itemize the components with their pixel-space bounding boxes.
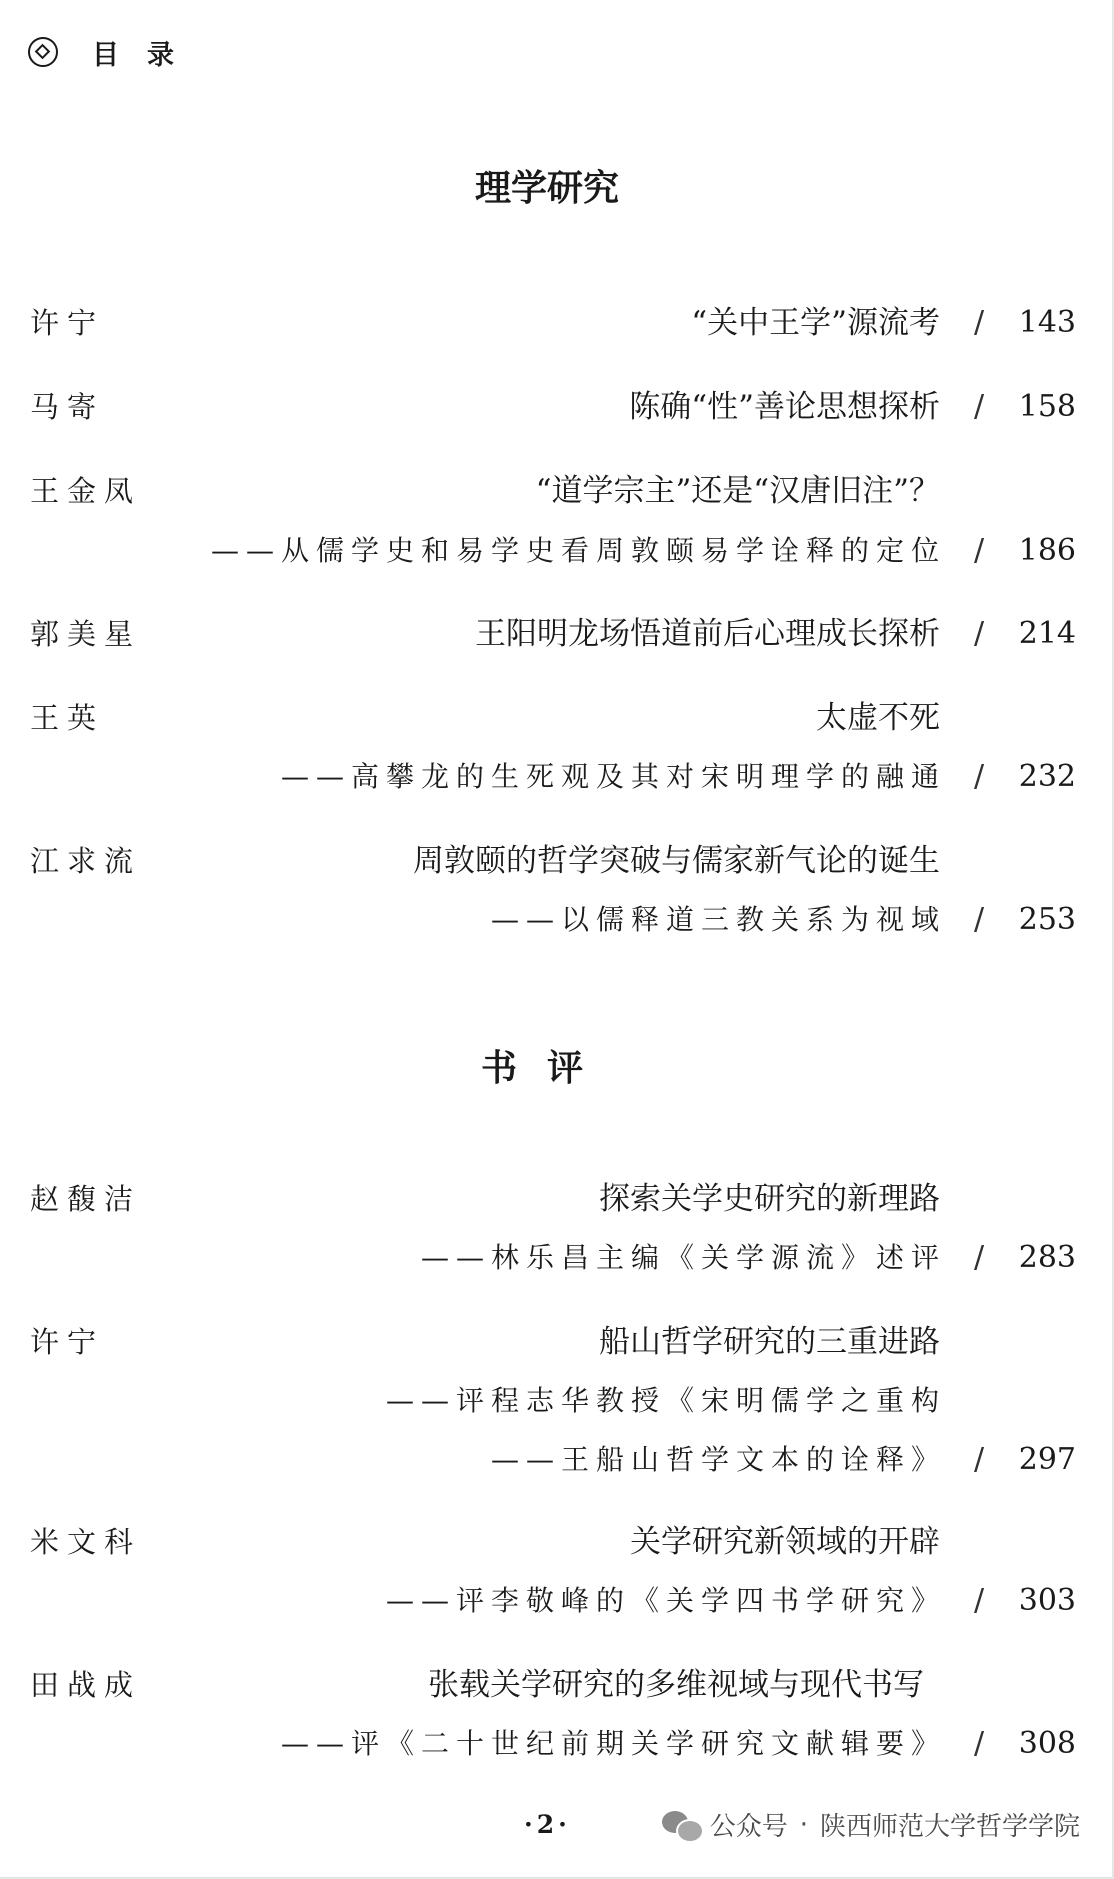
entry-title: “道学宗主”还是“汉唐旧注”？ bbox=[535, 473, 940, 509]
entry-separator: / bbox=[974, 1240, 985, 1275]
watermark-prefix: 公众号 bbox=[709, 1812, 788, 1842]
entry-author: 米文科 bbox=[30, 1525, 142, 1559]
wechat-icon bbox=[662, 1809, 700, 1841]
entry-page-number: 143 bbox=[1018, 305, 1076, 340]
entry-title: 王阳明龙场悟道前后心理成长探析 bbox=[475, 616, 940, 652]
entry-author: 王英 bbox=[30, 701, 105, 735]
entry-separator: / bbox=[974, 1583, 985, 1618]
watermark-name: 陕西师范大学哲学学院 bbox=[819, 1812, 1080, 1842]
entry-author: 马寄 bbox=[30, 390, 105, 424]
entry-page-number: 186 bbox=[1018, 533, 1076, 568]
entry-subtitle: ——高攀龙的生死观及其对宋明理学的融通 bbox=[280, 760, 946, 793]
entry-separator: / bbox=[974, 533, 985, 568]
diamond-in-circle-icon bbox=[28, 37, 58, 67]
entry-author: 郭美星 bbox=[30, 617, 142, 651]
entry-page-number: 308 bbox=[1018, 1726, 1076, 1761]
entry-separator: / bbox=[974, 616, 985, 651]
entry-title: 船山哲学研究的三重进路 bbox=[599, 1324, 940, 1360]
watermark bbox=[662, 1806, 1080, 1843]
watermark-dot: · bbox=[799, 1809, 808, 1840]
entry-title: 张载关学研究的多维视域与现代书写 bbox=[428, 1667, 924, 1703]
entry-title: 探索关学史研究的新理路 bbox=[599, 1181, 940, 1217]
entry-subtitle: ——评李敬峰的《关学四书学研究》 bbox=[385, 1584, 946, 1617]
entry-author: 王金凤 bbox=[30, 474, 142, 508]
entry-separator: / bbox=[974, 305, 985, 340]
entry-subtitle: ——评程志华教授《宋明儒学之重构 bbox=[385, 1384, 946, 1417]
entry-page-number: 158 bbox=[1018, 389, 1076, 424]
entry-page-number: 214 bbox=[1018, 616, 1076, 651]
entry-subtitle: ——评《二十世纪前期关学研究文献辑要》 bbox=[280, 1727, 946, 1760]
entry-page-number: 297 bbox=[1018, 1442, 1076, 1477]
entry-subtitle: ——林乐昌主编《关学源流》述评 bbox=[420, 1241, 946, 1274]
page-number: ·2· bbox=[524, 1810, 571, 1839]
entry-page-number: 283 bbox=[1018, 1240, 1076, 1275]
entry-author: 许宁 bbox=[30, 306, 105, 340]
entry-author: 田战成 bbox=[30, 1668, 142, 1702]
entry-subtitle: ——王船山哲学文本的诠释》 bbox=[490, 1443, 946, 1476]
entry-title: 关学研究新领域的开辟 bbox=[630, 1524, 940, 1560]
page-header bbox=[28, 32, 202, 72]
entry-separator: / bbox=[974, 1726, 985, 1761]
entry-separator: / bbox=[974, 1442, 985, 1477]
entry-page-number: 303 bbox=[1018, 1583, 1076, 1618]
entry-title: “关中王学”源流考 bbox=[691, 305, 940, 341]
section-title-lixue: 理学研究 bbox=[474, 168, 619, 209]
entry-separator: / bbox=[974, 902, 985, 937]
entry-page-number: 253 bbox=[1018, 902, 1076, 937]
entry-author: 江求流 bbox=[30, 844, 142, 878]
entry-subtitle: ——从儒学史和易学史看周敦颐易学诠释的定位 bbox=[210, 534, 946, 567]
entry-title: 太虚不死 bbox=[816, 700, 940, 736]
section-title-shuping: 书评 bbox=[480, 1048, 613, 1089]
entry-author: 赵馥洁 bbox=[30, 1182, 142, 1216]
entry-separator: / bbox=[974, 759, 985, 794]
entry-page-number: 232 bbox=[1018, 759, 1076, 794]
entry-separator: / bbox=[974, 389, 985, 424]
entry-subtitle: ——以儒释道三教关系为视域 bbox=[490, 903, 946, 936]
entry-author: 许宁 bbox=[30, 1325, 105, 1359]
entry-title: 周敦颐的哲学突破与儒家新气论的诞生 bbox=[413, 843, 940, 879]
entry-title: 陈确“性”善论思想探析 bbox=[629, 389, 940, 425]
header-label: 目录 bbox=[92, 39, 202, 71]
